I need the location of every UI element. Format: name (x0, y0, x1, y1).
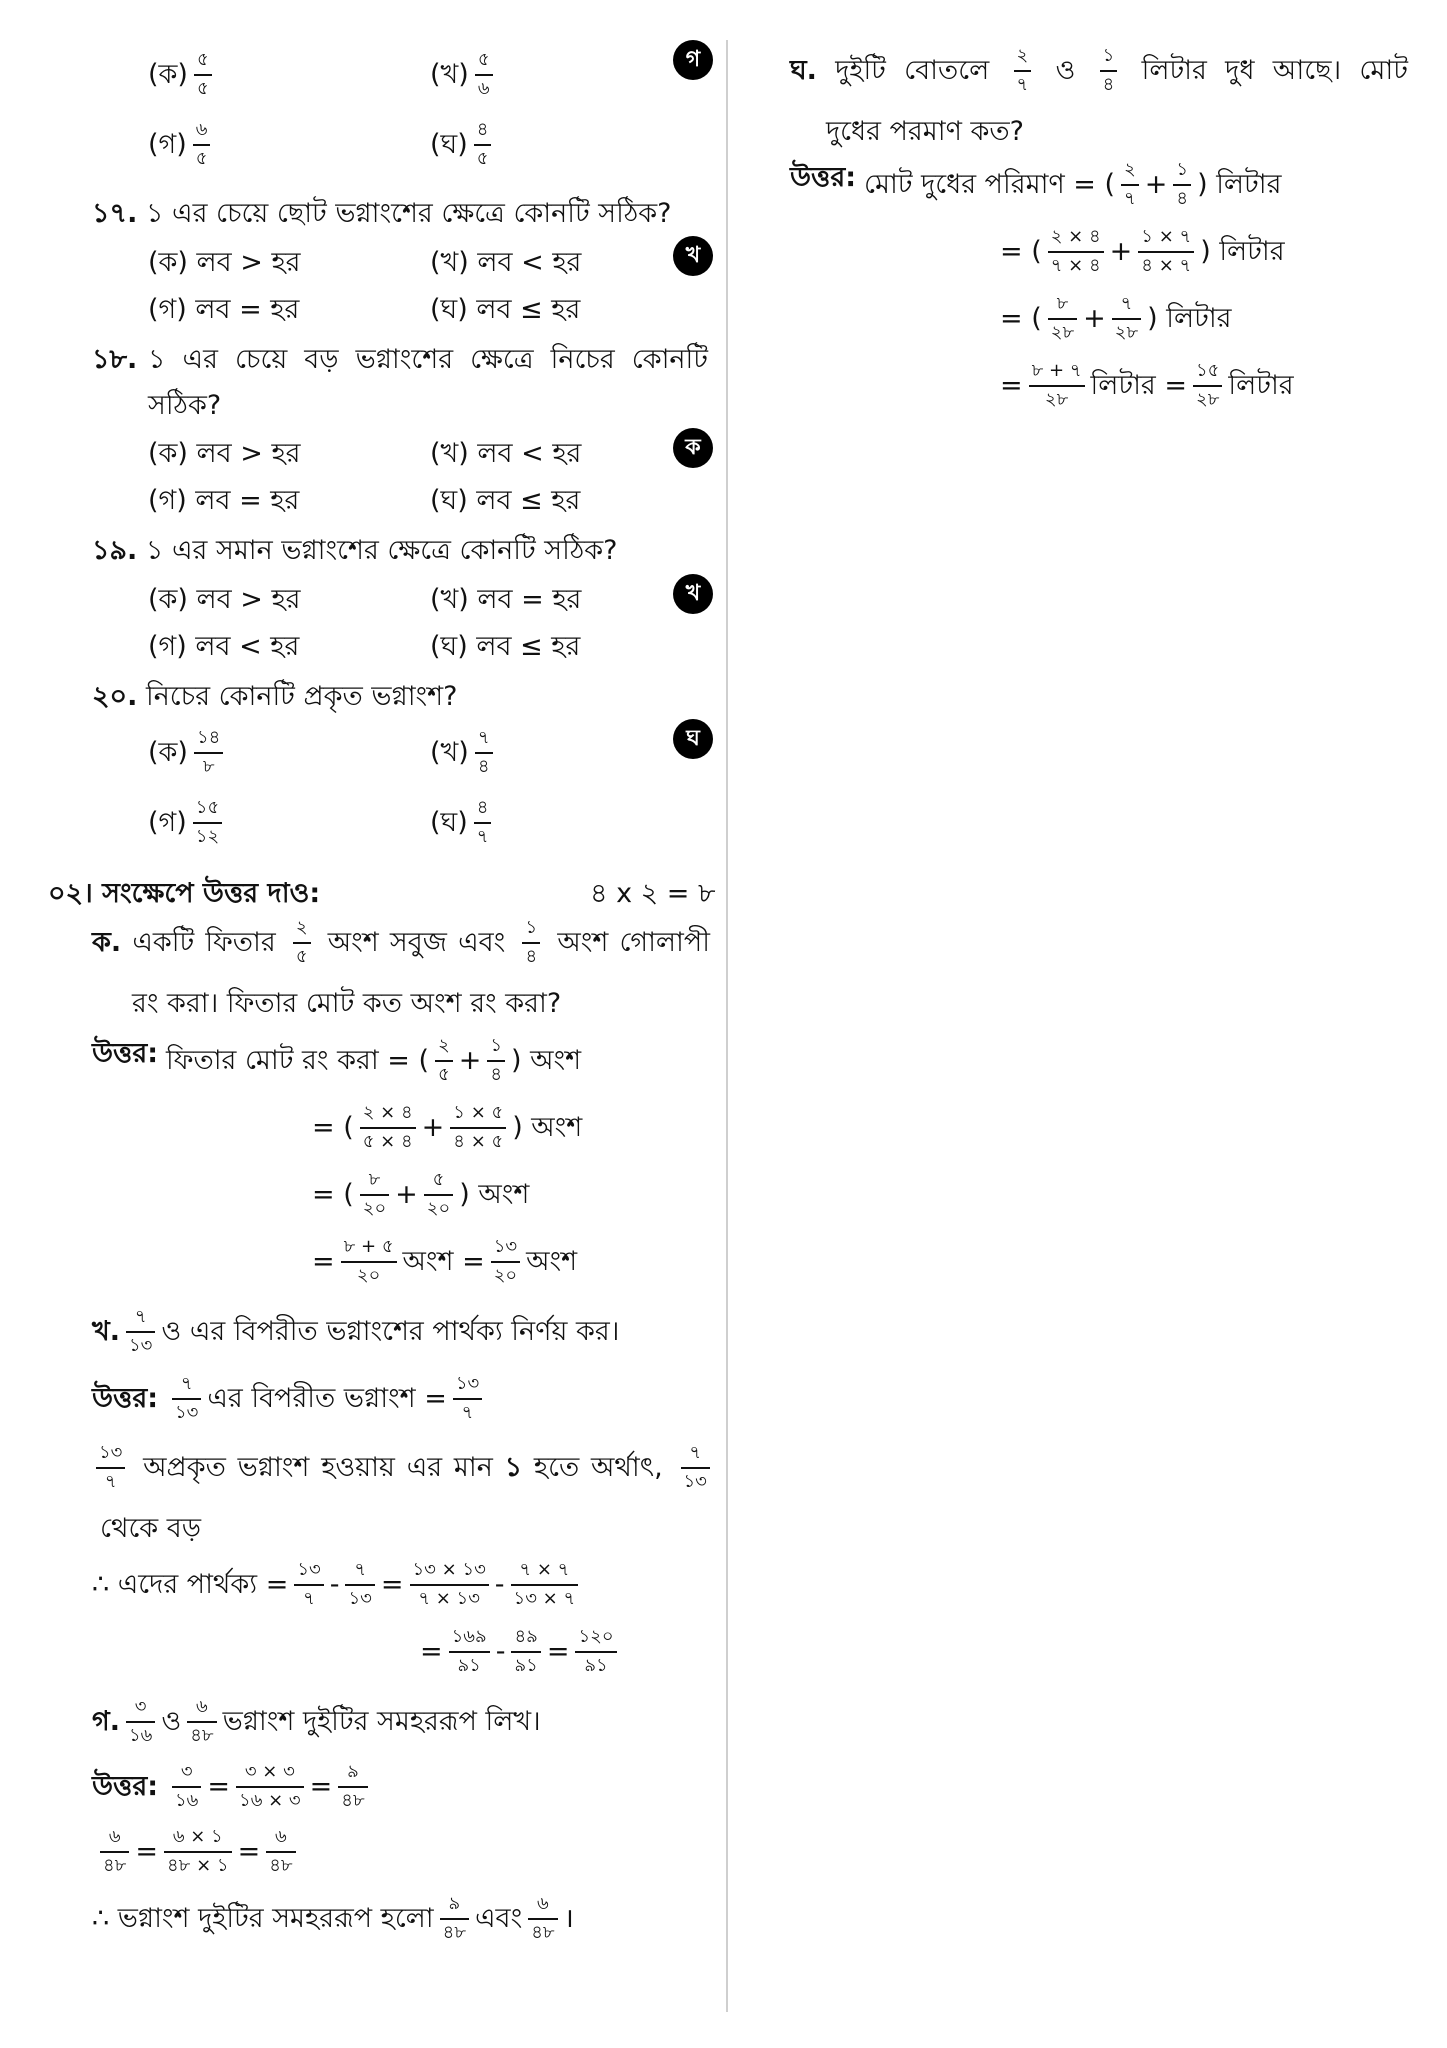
fraction: $\frac{১৩}{৭}$ (294, 1560, 323, 1609)
option-label: (ঘ) (430, 129, 468, 161)
q18-number: ১৮. (92, 344, 138, 375)
q18-question-line2: সঠিক? (148, 390, 222, 421)
q18-option-kha: (খ) লব < হর (430, 438, 582, 469)
q18-question-line1: ১ এর চেয়ে বড় ভগ্নাংশের ক্ষেত্রে নিচের কোনটি (148, 344, 708, 375)
answer-badge-q20: ঘ (673, 719, 713, 759)
qk-question-line2: রং করা। ফিতার মোট কত অংশ রং করা? (132, 988, 562, 1019)
qg-answer-line1: উত্তর: $\frac{৩}{১৬}$ = $\frac{৩ \times ৩}{১৬ \times ৩}$ = $\frac{৯}{৪৮}$ (92, 1762, 374, 1811)
fraction: $\frac{৬}{৪৮}$ (266, 1827, 295, 1876)
answer-badge-q19: খ (673, 574, 713, 614)
fraction: $\frac{২}{৭}$ (1121, 160, 1139, 209)
fraction: $\frac{২}{৫}$ (435, 1036, 453, 1085)
column-divider (726, 40, 728, 2012)
fraction: $\frac{২}{৫}$ (293, 918, 311, 967)
fraction: $\frac{১ \times ৫}{৪ \times ৫}$ (450, 1103, 506, 1152)
q19-option-ka: (ক) লব > হর (148, 584, 301, 615)
qk-answer-step1: উত্তর: ফিতার মোট রং করা = ( $\frac{২}{৫}$ + $\frac{১}{৪}$ ) অংশ (92, 1035, 582, 1085)
qkh-question: খ. $\frac{৭}{১৩}$ ও এর বিপরীত ভগ্নাংশের পার্থক্য নির্ণয় কর। (92, 1306, 620, 1356)
q20-question (92, 683, 457, 710)
q19-option-gha: (ঘ) লব ≤ হর (430, 631, 581, 662)
q19-option-ga: (গ) লব < হর (148, 631, 300, 662)
q19-question (92, 537, 618, 564)
question-number: ২০. (92, 681, 138, 712)
fraction: $\frac{৭}{১৩}$ (126, 1307, 155, 1356)
fraction: $\frac{৫}{২০}$ (424, 1170, 453, 1219)
fraction: $\frac{৬}{৪৮}$ (528, 1894, 557, 1943)
section-title: ০২। সংক্ষেপে উত্তর দাও: (48, 878, 321, 909)
qkh-answer-line1: উত্তর: $\frac{৭}{১৩}$ এর বিপরীত ভগ্নাংশ = $\frac{১৩}{৭}$ (92, 1374, 488, 1423)
qgh-answer-step3: = ( $\frac{৮}{২৮}$ + $\frac{৭}{২৮}$ ) লিটার (1000, 293, 1232, 343)
fraction: $\frac{৭}{৪}$ (475, 728, 493, 777)
option-label: (খ) (430, 59, 469, 91)
fraction: $\frac{১৩ \times ১৩}{৭ \times ১৩}$ (410, 1560, 489, 1609)
q16-option-ga (148, 120, 216, 169)
fraction: $\frac{৫}{৬}$ (475, 50, 493, 99)
question-text: নিচের কোনটি প্রকৃত ভগ্নাংশ? (145, 681, 458, 712)
section-marks: ৪ x ২ = ৮ (590, 878, 716, 909)
q17-option-gha: (ঘ) লব ≤ হর (430, 294, 581, 325)
fraction: $\frac{৭}{১৩}$ (345, 1560, 374, 1609)
fraction: $\frac{১}{৪}$ (1173, 160, 1191, 209)
qg-answer-line2: $\frac{৬}{৪৮}$ = $\frac{৬ \times ১}{৪৮ \times ১}$ = $\frac{৬}{৪৮}$ (94, 1827, 302, 1876)
answer-badge-q18: ক (673, 428, 713, 468)
q16-option-ka (148, 50, 218, 99)
qgh-question-line2: দুধের পরমাণ কত? (826, 116, 1024, 147)
fraction: $\frac{১৫}{২৮}$ (1193, 361, 1222, 410)
q18-option-gha: (ঘ) লব ≤ হর (430, 485, 581, 516)
fraction: $\frac{৩}{১৬}$ (126, 1697, 155, 1746)
q19-option-kha: (খ) লব = হর (430, 584, 582, 615)
qkh-answer-line3: থেকে বড় (100, 1513, 202, 1544)
question-text: ১ এর চেয়ে ছোট ভগ্নাংশের ক্ষেত্রে কোনটি সঠিক? (145, 198, 672, 229)
q18-option-ga: (গ) লব = হর (148, 485, 300, 516)
qgh-answer-step2: = ( $\frac{২ \times ৪}{৭ \times ৪}$ + $\frac{১ \times ৭}{৪ \times ৭}$ ) লিটার (1000, 226, 1285, 276)
fraction: $\frac{৭ \times ৭}{১৩ \times ৭}$ (511, 1560, 579, 1609)
q17-question (92, 200, 671, 227)
qk-question-line1: ক. একটি ফিতার $\frac{২}{৫}$ অংশ সবুজ এবং $\frac{১}{৪}$ অংশ গোলাপী (92, 917, 710, 967)
fraction: $\frac{৭}{১৩}$ (172, 1374, 201, 1423)
q16-option-kha (430, 50, 499, 99)
fraction: $\frac{৯}{৪৮}$ (338, 1762, 367, 1811)
question-text: ১ এর সমান ভগ্নাংশের ক্ষেত্রে কোনটি সঠিক? (145, 535, 618, 566)
answer-badge-q17: খ (673, 236, 713, 276)
fraction: $\frac{৭}{১৩}$ (681, 1443, 710, 1492)
fraction: $\frac{৪}{৫}$ (474, 120, 492, 169)
qg-conclusion: ∴ ভগ্নাংশ দুইটির সমহররূপ হলো $\frac{৯}{৪৮}$ এবং $\frac{৬}{৪৮}$ । (92, 1893, 574, 1943)
fraction: $\frac{১৬৯}{৯১}$ (449, 1627, 490, 1676)
qgh-answer-step4: = $\frac{৮ + ৭}{২৮}$ লিটার = $\frac{১৫}{২৮}$ লিটার (1000, 360, 1294, 410)
q20-option-ka: (ক) $\frac{১৪}{৮}$ (148, 728, 229, 777)
qgh-answer-step1: উত্তর: মোট দুধের পরিমাণ = ( $\frac{২}{৭}$ + $\frac{১}{৪}$ ) লিটার (790, 159, 1282, 209)
fraction: $\frac{১ \times ৭}{৪ \times ৭}$ (1138, 227, 1194, 276)
qk-answer-step3: = ( $\frac{৮}{২০}$ + $\frac{৫}{২০}$ ) অংশ (312, 1169, 530, 1219)
fraction: $\frac{৫}{৫}$ (194, 50, 212, 99)
fraction: $\frac{২}{৭}$ (1014, 46, 1032, 95)
fraction: $\frac{৬ \times ১}{৪৮ \times ১}$ (164, 1827, 232, 1876)
qkh-answer-diff1: ∴ এদের পার্থক্য = $\frac{১৩}{৭}$ - $\frac{৭}{১৩}$ = $\frac{১৩ \times ১৩}{৭ \times ১৩}$ - $\frac{৭ \times ৭}{১৩ \times ৭}$ (92, 1560, 584, 1609)
q17-option-kha: (খ) লব < হর (430, 247, 582, 278)
fraction: $\frac{১৩}{৭}$ (96, 1443, 125, 1492)
qg-question: গ. $\frac{৩}{১৬}$ ও $\frac{৬}{৪৮}$ ভগ্নাংশ দুইটির সমহররূপ লিখ। (92, 1696, 541, 1746)
q17-option-ka: (ক) লব > হর (148, 247, 301, 278)
qk-answer-step4: = $\frac{৮ + ৫}{২০}$ অংশ = $\frac{১৩}{২০}$ অংশ (312, 1236, 578, 1286)
fraction: $\frac{৬}{৫}$ (193, 120, 211, 169)
fraction: $\frac{২ \times ৪}{৫ \times ৪}$ (360, 1103, 416, 1152)
fraction: $\frac{৪৯}{৯১}$ (511, 1627, 540, 1676)
fraction: $\frac{৬}{৪৮}$ (100, 1827, 129, 1876)
q20-option-gha: (ঘ) $\frac{৪}{৭}$ (430, 798, 497, 847)
qgh-question-line1: ঘ. দুইটি বোতলে $\frac{২}{৭}$ ও $\frac{১}{৪}$ লিটার দুধ আছে। মোট (790, 45, 1408, 95)
fraction: $\frac{৮ + ৫}{২০}$ (341, 1237, 397, 1286)
fraction: $\frac{১২০}{৯১}$ (575, 1627, 616, 1676)
fraction: $\frac{৮}{২৮}$ (1048, 294, 1077, 343)
fraction: $\frac{৮}{২০}$ (360, 1170, 389, 1219)
fraction: $\frac{১}{৪}$ (522, 918, 540, 967)
question-number: ১৭. (92, 198, 138, 229)
fraction: $\frac{১৪}{৮}$ (194, 728, 223, 777)
fraction: $\frac{২ \times ৪}{৭ \times ৪}$ (1048, 227, 1104, 276)
fraction: $\frac{৭}{২৮}$ (1112, 294, 1141, 343)
fraction: $\frac{১}{৪}$ (1100, 46, 1118, 95)
fraction: $\frac{৮ + ৭}{২৮}$ (1029, 361, 1085, 410)
option-label: (গ) (148, 129, 187, 161)
fraction: $\frac{১৩}{২০}$ (491, 1237, 520, 1286)
fraction: $\frac{৬}{৪৮}$ (187, 1697, 216, 1746)
q20-option-ga: (গ) $\frac{১৫}{১২}$ (148, 798, 228, 847)
q18-option-ka: (ক) লব > হর (148, 438, 301, 469)
q17-option-ga: (গ) লব = হর (148, 294, 300, 325)
q20-option-kha: (খ) $\frac{৭}{৪}$ (430, 728, 499, 777)
fraction: $\frac{৯}{৪৮}$ (440, 1894, 469, 1943)
fraction: $\frac{১}{৪}$ (487, 1036, 505, 1085)
fraction: $\frac{৪}{৭}$ (474, 798, 492, 847)
fraction: $\frac{৩}{১৬}$ (172, 1762, 201, 1811)
fraction: $\frac{১৩}{৭}$ (453, 1374, 482, 1423)
qkh-answer-diff2: = $\frac{১৬৯}{৯১}$ - $\frac{৪৯}{৯১}$ = $\frac{১২০}{৯১}$ (420, 1627, 623, 1676)
qkh-answer-line2: $\frac{১৩}{৭}$ অপ্রকৃত ভগ্নাংশ হওয়ায় এর মান ১ হতে অর্থাৎ, $\frac{৭}{১৩}$ (96, 1443, 710, 1492)
fraction: $\frac{৩ \times ৩}{১৬ \times ৩}$ (236, 1762, 304, 1811)
q16-option-gha (430, 120, 497, 169)
question-number: ১৯. (92, 535, 138, 566)
qk-answer-step2: = ( $\frac{২ \times ৪}{৫ \times ৪}$ + $\frac{১ \times ৫}{৪ \times ৫}$ ) অংশ (312, 1102, 583, 1152)
answer-badge-q16: গ (673, 40, 713, 80)
fraction: $\frac{১৫}{১২}$ (193, 798, 222, 847)
option-label: (ক) (148, 59, 188, 91)
